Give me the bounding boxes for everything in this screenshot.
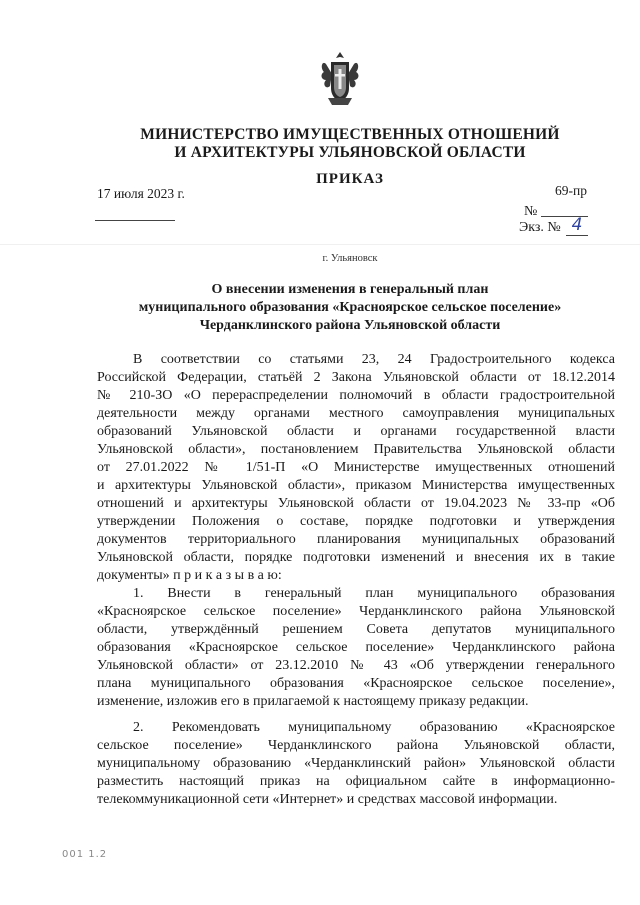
- body-line: и архитектуры Ульяновской области», приказом Министерства имущественных: [97, 478, 615, 493]
- document-type-title: ПРИКАЗ: [316, 171, 384, 187]
- subject-line1: О внесении изменения в генеральный план: [211, 282, 489, 297]
- body-line: деятельности между органами местного самоуправления муниципальных: [97, 406, 615, 421]
- margin-scan-mark: 001 1.2: [62, 849, 108, 860]
- order-date: 17 июля 2023 г.: [97, 186, 185, 201]
- body-line: Российской Федерации, статьёй 2 Закона Ульяновской области от 18.12.2014: [97, 370, 615, 385]
- body-line: образований Ульяновской области и органами государственной власти: [97, 424, 615, 439]
- date-underline: [95, 220, 175, 221]
- body-line: разместить настоящий приказ на официальном сайте в информационно-: [97, 774, 615, 789]
- body-line: В соответствии со статьями 23, 24 Градостроительного кодекса: [133, 352, 615, 367]
- body-line: от 27.01.2022 № 1/51-П «О Министерстве имущественных отношений: [97, 460, 615, 475]
- body-line: плана муниципального образования «Красноярское сельское поселение»,: [97, 676, 615, 691]
- body-line: Ульяновской области» от 23.12.2010 № 43 «Об утверждении генерального: [97, 658, 615, 673]
- body-line: отношений и архитектуры Ульяновской области от 19.04.2023 № 33-пр «Об: [97, 496, 615, 511]
- body-line: утверждении Положения о составе, порядке подготовки и утверждения: [97, 514, 615, 529]
- copy-number-label: Экз. №: [519, 220, 561, 235]
- body-line: 2. Рекомендовать муниципальному образованию «Красноярское: [133, 720, 615, 735]
- copy-number-handwritten: 4: [566, 216, 588, 236]
- city-name: г. Ульяновск: [322, 253, 378, 264]
- number-label: №: [524, 204, 538, 219]
- scan-divider: [0, 244, 640, 245]
- body-line: области, утверждённый решением Совета депутатов муниципального: [97, 622, 615, 637]
- subject-line2: муниципального образования «Красноярское сельское поселение»: [138, 300, 562, 315]
- body-line: изменение, изложив его в прилагаемой к настоящему приказу редакции.: [97, 694, 529, 709]
- body-line: № 210-ЗО «О перераспределении полномочий в области градостроительной: [97, 388, 615, 403]
- body-line: сельское поселение» Черданклинского района Ульяновской области,: [97, 738, 615, 753]
- body-line: образования «Красноярское сельское поселение» Черданклинского района: [97, 640, 615, 655]
- order-number: 69-пр: [555, 183, 587, 198]
- coat-of-arms-emblem: [318, 50, 362, 108]
- body-line: телекоммуникационной сети «Интернет» и средствах массовой информации.: [97, 792, 558, 807]
- ministry-name-line1: МИНИСТЕРСТВО ИМУЩЕСТВЕННЫХ ОТНОШЕНИЙ: [140, 126, 560, 143]
- body-line: Ульяновской области, порядке подготовки изменений и внесения их в такие: [97, 550, 615, 565]
- body-line: муниципальному образованию «Черданклинский район» Ульяновской области: [97, 756, 615, 771]
- body-line: документов территориального планирования муниципальных образований: [97, 532, 615, 547]
- subject-line3: Черданклинского района Ульяновской области: [199, 318, 501, 333]
- body-line: «Красноярское сельское поселение» Черданклинского района Ульяновской: [97, 604, 615, 619]
- body-line: 1. Внести в генеральный план муниципального образования: [133, 586, 615, 601]
- body-line: документы» п р и к а з ы в а ю:: [97, 568, 282, 583]
- body-line: Ульяновской области», постановлением Правительства Ульяновской области: [97, 442, 615, 457]
- ministry-name-line2: И АРХИТЕКТУРЫ УЛЬЯНОВСКОЙ ОБЛАСТИ: [174, 144, 526, 161]
